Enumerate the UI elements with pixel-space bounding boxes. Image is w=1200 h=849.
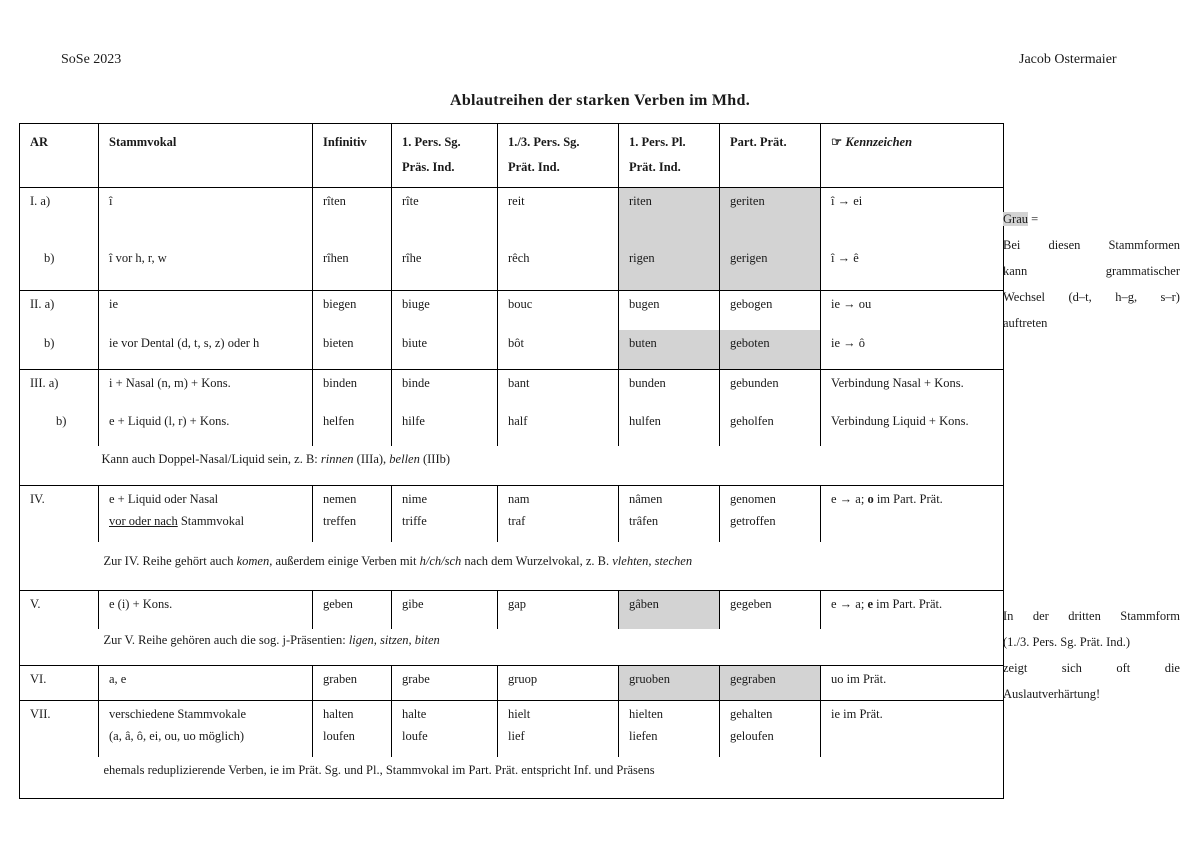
sidenote-line <box>1003 655 1180 681</box>
praes-cell: halte <box>392 701 498 729</box>
part-cell: geboten <box>720 330 821 370</box>
header-1pl-praet <box>619 124 720 188</box>
note-v <box>99 629 1004 666</box>
sidenote-text: = <box>1028 212 1039 226</box>
praet-pl-cell: riten <box>619 188 720 251</box>
sidenote-line: auftreten <box>1003 316 1048 330</box>
table-row <box>20 251 1004 291</box>
praet-sg-cell: gruop <box>498 666 619 701</box>
ar-cell <box>20 729 99 757</box>
infinitiv-cell: loufen <box>313 729 392 757</box>
praet-sg-cell: nam <box>498 486 619 514</box>
praes-cell: gibe <box>392 591 498 629</box>
praet-sg-cell: reit <box>498 188 619 251</box>
empty-cell <box>20 757 99 799</box>
sidenote-word: zeigt <box>1003 661 1028 675</box>
kennzeichen-cell: e → a; o im Part. Prät. <box>821 486 1004 514</box>
ar-cell <box>20 514 99 542</box>
note-text: außerdem einige Verben mit <box>272 553 420 568</box>
empty-cell <box>20 446 99 486</box>
infinitiv-cell: bieten <box>313 330 392 370</box>
header-semester: SoSe 2023 <box>61 52 122 67</box>
sidenote-word: In <box>1003 609 1014 623</box>
table-row <box>20 542 1004 591</box>
sidenote-word: sich <box>1061 661 1082 675</box>
infinitiv-cell: rîhen <box>313 251 392 291</box>
sidenote-word: Wechsel <box>1003 290 1046 304</box>
header-13sg-praet-l2: Prät. Ind. <box>508 160 560 174</box>
kennzeichen-cell: î → ê <box>821 251 1004 291</box>
kennzeichen-cell: Verbindung Nasal + Kons. <box>821 370 1004 408</box>
infinitiv-cell: binden <box>313 370 392 408</box>
sidenote-line <box>1003 258 1180 284</box>
ar-cell: V. <box>30 597 41 611</box>
praet-sg-cell: rêch <box>498 251 619 291</box>
kennzeichen-cell: ie im Prät. <box>821 701 1004 729</box>
infinitiv-cell: rîten <box>313 188 392 251</box>
infinitiv-cell: treffen <box>313 514 392 542</box>
part-cell: genomen <box>720 486 821 514</box>
sidenote-word: Stammform <box>1120 609 1180 623</box>
praet-pl-cell: trâfen <box>619 514 720 542</box>
sidenote-word: Bei <box>1003 238 1021 252</box>
infinitiv-cell: geben <box>313 591 392 629</box>
kennzeichen-vowel: e <box>867 597 874 611</box>
sidenote-word: (d–t, <box>1068 290 1092 304</box>
part-cell: gebogen <box>720 291 821 330</box>
sidenote-line <box>1003 603 1180 629</box>
ar-cell: VI. <box>30 672 47 686</box>
kennzeichen-cell: Verbindung Liquid + Kons. <box>821 408 1004 446</box>
sidenote-line <box>1003 284 1180 310</box>
praes-cell: biute <box>392 330 498 370</box>
table-row <box>20 370 1004 408</box>
stammvokal-cell: ie <box>99 291 313 330</box>
praet-pl-cell: bunden <box>619 370 720 408</box>
sidenote-word: dritten <box>1068 609 1101 623</box>
sidenote-word: h–g, <box>1115 290 1138 304</box>
sidenote-word: diesen <box>1048 238 1081 252</box>
praes-cell: binde <box>392 370 498 408</box>
header-kennzeichen-label: Kennzeichen <box>845 135 913 149</box>
header-1pl-praet-l2: Prät. Ind. <box>629 160 681 174</box>
praet-pl-cell: gruoben <box>619 666 720 701</box>
stammvokal-cell: a, e <box>99 666 313 701</box>
praet-pl-cell: liefen <box>619 729 720 757</box>
table-row <box>20 408 1004 446</box>
header-13sg-praet <box>498 124 619 188</box>
stammvokal-cell: î <box>99 188 313 251</box>
kennzeichen-cell: î → ei <box>821 188 1004 251</box>
header-1pl-praet-l1: 1. Pers. Pl. <box>629 135 686 149</box>
ar-cell: IV. <box>30 492 45 506</box>
note-example: vlehten, stechen <box>612 553 693 568</box>
stammvokal-cell <box>99 514 313 542</box>
sidenote-word: die <box>1164 661 1180 675</box>
header-author: Jacob Ostermaier <box>1019 52 1117 67</box>
header-stammvokal: Stammvokal <box>99 124 313 188</box>
part-cell: geloufen <box>720 729 821 757</box>
praet-sg-cell: hielt <box>498 701 619 729</box>
table-row <box>20 591 1004 629</box>
sidenote-line: Auslautverhärtung! <box>1003 687 1101 701</box>
praes-cell: grabe <box>392 666 498 701</box>
ar-cell: I. a) <box>30 194 51 208</box>
praes-cell: rîte <box>392 188 498 251</box>
empty-cell <box>20 542 99 591</box>
praes-cell: nime <box>392 486 498 514</box>
note-text: Kann auch Doppel-Nasal/Liquid sein, z. B: <box>101 451 321 466</box>
ablaut-table <box>19 123 1004 799</box>
table-header-row <box>20 124 1004 188</box>
note-text: (IIIa), <box>353 451 390 466</box>
praet-sg-cell: bouc <box>498 291 619 330</box>
grey-swatch-label: Grau <box>1003 212 1028 226</box>
stammvokal-cell: e (i) + Kons. <box>99 591 313 629</box>
sidenote-line: (1./3. Pers. Sg. Prät. Ind.) <box>1003 635 1131 649</box>
ar-cell: b) <box>44 250 55 265</box>
kennzeichen-cell <box>821 514 1004 542</box>
stammvokal-cell: verschiedene Stammvokale <box>99 701 313 729</box>
table-row <box>20 701 1004 729</box>
stammvokal-cell: e + Liquid oder Nasal <box>99 486 313 514</box>
note-text: nach dem Wurzelvokal, z. B. <box>461 553 613 568</box>
praes-cell: biuge <box>392 291 498 330</box>
header-ar: AR <box>30 135 49 149</box>
table-row <box>20 188 1004 251</box>
stammvokal-cell: e + Liquid (l, r) + Kons. <box>99 408 313 446</box>
sidenote-grau <box>1003 206 1180 336</box>
praet-sg-cell: bôt <box>498 330 619 370</box>
sidenote-word: s–r) <box>1160 290 1180 304</box>
table-row <box>20 666 1004 701</box>
stammvokal-cell: ie vor Dental (d, t, s, z) oder h <box>99 330 313 370</box>
praet-sg-cell: lief <box>498 729 619 757</box>
header-infinitiv: Infinitiv <box>313 124 392 188</box>
sidenote-word: Stammformen <box>1108 238 1180 252</box>
praes-cell: rîhe <box>392 251 498 291</box>
praet-pl-cell: hielten <box>619 701 720 729</box>
stammvokal-cell: (a, â, ô, ei, ou, uo möglich) <box>99 729 313 757</box>
sidenote-word: kann <box>1003 264 1028 278</box>
praet-pl-cell: hulfen <box>619 408 720 446</box>
table-row <box>20 629 1004 666</box>
stammvokal-cell: i + Nasal (n, m) + Kons. <box>99 370 313 408</box>
header-1sg-praes-l2: Präs. Ind. <box>402 160 455 174</box>
praet-pl-cell: buten <box>619 330 720 370</box>
part-cell: gerigen <box>720 251 821 291</box>
part-cell: gehalten <box>720 701 821 729</box>
note-iv <box>99 542 1004 591</box>
note-iii <box>99 446 1004 486</box>
ar-cell: III. a) <box>30 376 59 390</box>
table-row <box>20 729 1004 757</box>
note-text: Zur IV. Reihe gehört auch <box>103 553 237 568</box>
kennzeichen-cell: e → a; e im Part. Prät. <box>821 591 1004 629</box>
ar-cell: II. a) <box>30 297 55 311</box>
sidenote-word: oft <box>1116 661 1131 675</box>
part-cell: geholfen <box>720 408 821 446</box>
ar-cell: VII. <box>30 707 51 721</box>
sidenote-dritte-stammform <box>1003 603 1180 707</box>
pointing-hand-icon: ☞ <box>831 135 843 149</box>
underlined-text: vor oder nach <box>109 513 178 528</box>
praet-sg-cell: bant <box>498 370 619 408</box>
table-row <box>20 514 1004 542</box>
ar-cell: b) <box>44 335 55 350</box>
note-example: komen, <box>236 553 273 568</box>
infinitiv-cell: nemen <box>313 486 392 514</box>
infinitiv-cell: biegen <box>313 291 392 330</box>
sidenote-grau-heading <box>1003 206 1180 232</box>
header-1sg-praes <box>392 124 498 188</box>
praet-pl-cell: rigen <box>619 251 720 291</box>
kennzeichen-cell: ie → ou <box>821 291 1004 330</box>
header-1sg-praes-l1: 1. Pers. Sg. <box>402 135 461 149</box>
note-vii: ehemals reduplizierende Verben, ie im Prät. Sg. und Pl., Stammvokal im Part. Prät. entspricht Inf. und Präsens <box>103 762 655 777</box>
praes-cell: triffe <box>392 514 498 542</box>
sidenote-line <box>1003 232 1180 258</box>
kennzeichen-cell <box>821 729 1004 757</box>
praet-pl-cell: nâmen <box>619 486 720 514</box>
infinitiv-cell: halten <box>313 701 392 729</box>
part-cell: gegeben <box>720 591 821 629</box>
stammvokal-text: Stammvokal <box>177 513 245 528</box>
table-row <box>20 486 1004 514</box>
praes-cell: loufe <box>392 729 498 757</box>
table-row <box>20 446 1004 486</box>
ar-cell: b) <box>56 413 67 428</box>
part-cell: geriten <box>720 188 821 251</box>
sidenote-word: grammatischer <box>1105 264 1180 278</box>
note-example: h/ch/sch <box>419 553 462 568</box>
kennzeichen-cell: uo im Prät. <box>821 666 1004 701</box>
header-kennzeichen <box>821 124 1004 188</box>
kennzeichen-vowel: o <box>867 492 874 506</box>
part-cell: getroffen <box>720 514 821 542</box>
note-example: rinnen <box>320 451 354 466</box>
table-row <box>20 330 1004 370</box>
praes-cell: hilfe <box>392 408 498 446</box>
part-cell: gebunden <box>720 370 821 408</box>
sidenote-word: der <box>1032 609 1049 623</box>
praet-sg-cell: gap <box>498 591 619 629</box>
header-13sg-praet-l1: 1./3. Pers. Sg. <box>508 135 580 149</box>
praet-sg-cell: half <box>498 408 619 446</box>
note-example: ligen, sitzen, biten <box>348 632 440 647</box>
note-text: Zur V. Reihe gehören auch die sog. j-Präsentien: <box>103 632 349 647</box>
note-text: (IIIb) <box>419 451 451 466</box>
praet-pl-cell: gâben <box>619 591 720 629</box>
infinitiv-cell: graben <box>313 666 392 701</box>
infinitiv-cell: helfen <box>313 408 392 446</box>
page-title: Ablautreihen der starken Verben im Mhd. <box>449 92 751 109</box>
table-row <box>20 757 1004 799</box>
kennzeichen-cell: ie → ô <box>821 330 1004 370</box>
header-part-praet: Part. Prät. <box>720 124 821 188</box>
stammvokal-cell: î vor h, r, w <box>99 251 313 291</box>
empty-cell <box>20 629 99 666</box>
table-row <box>20 291 1004 330</box>
part-cell: gegraben <box>720 666 821 701</box>
note-example: bellen <box>389 451 420 466</box>
praet-sg-cell: traf <box>498 514 619 542</box>
praet-pl-cell: bugen <box>619 291 720 330</box>
